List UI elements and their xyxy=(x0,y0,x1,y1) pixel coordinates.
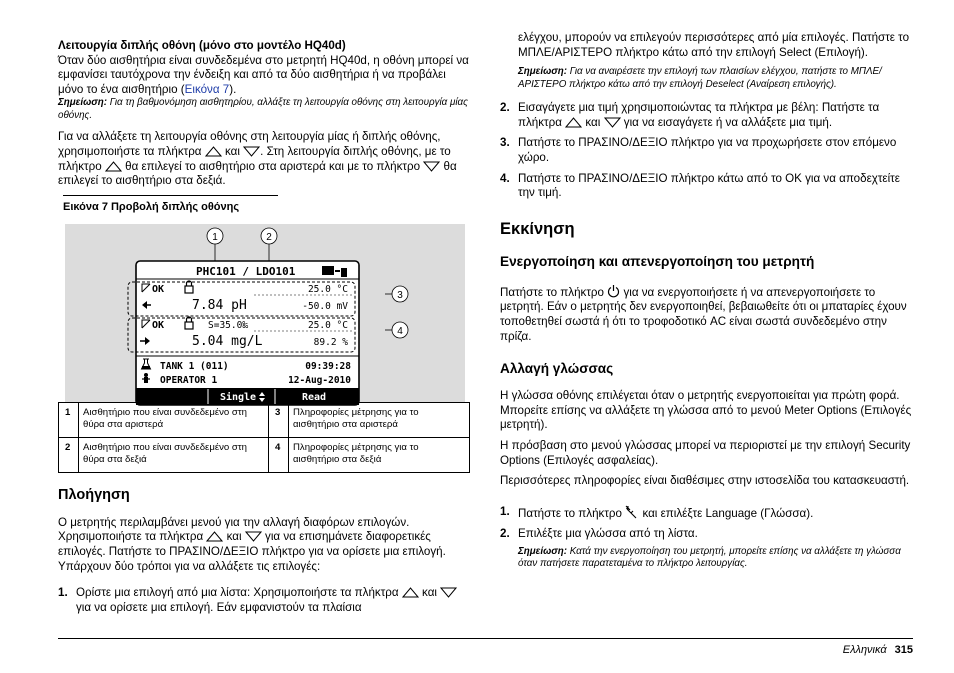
sensor-2-value: 5.04 mg/L xyxy=(192,333,263,349)
language-paragraph-2: Η πρόσβαση στο μενού γλώσσας μπορεί να περιοριστεί με την επιλογή Security Options (Επιλογές ασφαλείας). xyxy=(500,438,911,467)
down-arrow-key-icon xyxy=(440,587,457,598)
meter-screen-illustration xyxy=(58,224,470,424)
sensor-2-temperature: 25.0 °C xyxy=(307,319,348,331)
list-item: 1. Πατήστε το πλήκτρο και επιλέξτε Language (Γλώσσα). xyxy=(500,504,814,520)
navigation-steps-continued xyxy=(500,101,912,201)
footer-rule xyxy=(58,638,913,639)
list-item: 2. Εισαγάγετε μια τιμή χρησιμοποιώντας τα πλήκτρα με βέλη: Πατήστε τα πλήκτρα και για να εισαγάγετε ή να αλλάξετε μια τιμή. xyxy=(500,101,880,129)
date-label: 12-Aug-2010 xyxy=(288,374,351,386)
list-item: 4. Πατήστε το ΠΡΑΣΙΝΟ/ΔΕΞΙΟ πλήκτρο κάτω από το OK για να αποδεχτείτε την τιμή. xyxy=(500,171,900,200)
navigation-heading: Πλοήγηση xyxy=(58,486,130,503)
sensor-2-salinity: S=35.0‰ xyxy=(208,319,249,331)
language-heading: Αλλαγή γλώσσας xyxy=(500,361,614,377)
note-language-startup: Σημείωση: Κατά την ενεργοποίηση του μετρητή, μπορείτε επίσης να αλλάξετε τη γλώσσα όταν πατήσετε παρατεταμένα το πλήκτρο λειτουργίας. xyxy=(518,545,901,570)
sensor-1-temperature: 25.0 °C xyxy=(307,283,348,295)
up-arrow-key-icon xyxy=(565,117,582,128)
callout-2-label: 2 xyxy=(266,231,272,243)
sensor-2-status: OK xyxy=(152,319,165,331)
list-item: 1. Ορίστε μια επιλογή από μια λίστα: Χρησιμοποιήστε τα πλήκτρα και για να ορίσετε μια επιλογή. Εάν εμφανιστούν τα πλαίσια xyxy=(58,586,470,615)
step-1-continuation: ελέγχου, μπορούν να επιλεγούν περισσότερες από μία επιλογές. Πατήστε το ΜΠΛΕ/ΑΡΙΣΤΕΡΟ πλήκτρο κάτω από την επιλογή Select (Επιλογή). xyxy=(518,31,910,59)
callout-3-label: 3 xyxy=(397,289,403,301)
figure-caption: Εικόνα 7 Προβολή διπλής οθόνης xyxy=(63,200,240,213)
down-arrow-key-icon xyxy=(243,146,260,157)
up-arrow-key-icon xyxy=(402,587,419,598)
list-item: 2. Επιλέξτε μια γλώσσα από τη λίστα. xyxy=(500,527,698,541)
power-heading: Ενεργοποίηση και απενεργοποίηση του μετρητή xyxy=(500,253,815,269)
screen-title: PHC101 / LDO101 xyxy=(196,264,296,278)
sensor-2-saturation: 89.2 % xyxy=(313,336,348,348)
note-calibration: Σημείωση: Για τη βαθμονόμηση αισθητηρίου, αλλάξτε τη λειτουργία οθόνης στη λειτουργία μίας οθόνης. xyxy=(58,97,468,121)
dual-display-figure xyxy=(58,224,470,424)
sensor-1-value: 7.84 pH xyxy=(192,297,247,313)
navigation-steps xyxy=(58,586,470,615)
legend-row: 2 Αισθητήριο που είναι συνδεδεμένο στη θύρα στα δεξιά 4 Πληροφορίες μέτρησης για το αισθητήριο στα δεξιά xyxy=(59,437,470,472)
callout-1-label: 1 xyxy=(212,231,218,243)
down-arrow-key-icon xyxy=(423,161,440,172)
up-arrow-key-icon xyxy=(105,161,122,172)
figure-7-link[interactable]: Εικόνα 7 xyxy=(184,82,230,96)
clock-time: 09:39:28 xyxy=(305,360,351,372)
wrench-icon xyxy=(625,505,639,519)
single-softkey[interactable]: Single xyxy=(219,391,257,403)
sensor-1-mv: -50.0 mV xyxy=(302,300,348,312)
list-item: 3. Πατήστε το ΠΡΑΣΙΝΟ/ΔΕΞΙΟ πλήκτρο για να προχωρήσετε στον επόμενο χώρο. xyxy=(500,136,897,164)
callout-4-label: 4 xyxy=(397,325,403,337)
left-column xyxy=(58,39,470,621)
power-icon xyxy=(607,284,620,298)
footer-language: Ελληνικά xyxy=(842,644,887,656)
note-deselect: Σημείωση: Για να αναιρέσετε την επιλογή των πλαισίων ελέγχου, πατήστε το ΜΠΛΕ/ΑΡΙΣΤΕΡΟ πλήκτρο κάτω από την επιλογή Deselect (Αναίρεση επιλογής). xyxy=(518,66,882,90)
sensor-1-status: OK xyxy=(152,283,165,295)
navigation-paragraph: Ο μετρητής περιλαμβάνει μενού για την αλλαγή διαφόρων επιλογών. Χρησιμοποιήστε τα πλήκτρα και για να επισημάνετε διαφορετικές επιλογές. Πατήστε το ΠΡΑΣΙΝΟ/ΔΕΞΙΟ πλήκτρο για να ορίσετε μια επιλογή. Υπάρχουν δύο τρόποι για να αλλάξετε τις επιλογές: xyxy=(58,515,446,573)
read-softkey[interactable]: Read xyxy=(301,391,327,403)
power-paragraph: Πατήστε το πλήκτρο για να ενεργοποιήσετε ή να απενεργοποιήσετε το μετρητή. Εάν ο μετρητής δεν ενεργοποιηθεί, βεβαιωθείτε ότι οι μπαταρίες έχουν τοποθετηθεί σωστά ή ότι το τροφοδοτικό AC είναι σωστά συνδεδεμένο στην πρίζα. xyxy=(500,285,907,343)
dual-display-heading: Λειτουργία διπλής οθόνη (μόνο στο μοντέλο HQ40d) xyxy=(58,39,346,52)
operator-label: OPERATOR 1 xyxy=(160,374,218,386)
startup-heading: Εκκίνηση xyxy=(500,219,575,238)
up-arrow-key-icon xyxy=(205,146,222,157)
right-column xyxy=(500,31,912,579)
tank-label: TANK 1 (011) xyxy=(160,360,229,372)
figure-rule xyxy=(63,195,278,196)
language-paragraph-1: Η γλώσσα οθόνης επιλέγεται όταν ο μετρητής ενεργοποιείται για πρώτη φορά. Μπορείτε επίσης να αλλάξετε τη γλώσσα από το μενού Meter Options (Επιλογές μετρητή). xyxy=(500,389,912,432)
page-footer xyxy=(843,643,913,658)
language-paragraph-3: Περισσότερες πληροφορίες είναι διαθέσιμες στην ιστοσελίδα του κατασκευαστή. xyxy=(500,474,910,488)
language-steps xyxy=(500,505,912,542)
legend-row: 1 Αισθητήριο που είναι συνδεδεμένο στη θύρα στα αριστερά 3 Πληροφορίες μέτρησης για το αισθητήριο στα αριστερά xyxy=(59,402,470,437)
display-mode-paragraph: Για να αλλάξετε τη λειτουργία οθόνης στη λειτουργία μίας ή διπλής οθόνης, χρησιμοποιήστε τα πλήκτρα και . Στη λειτουργία διπλής οθόνης, με το πλήκτρο θα επιλεγεί το αισθητήριο στα αριστερά και με το πλήκτρο θα επιλεγεί το αισθητήριο στα δεξιά. xyxy=(58,130,457,188)
dual-display-paragraph: Όταν δύο αισθητήρια είναι συνδεδεμένα στο μετρητή HQ40d, η οθόνη μπορεί να εμφανίσει ταυτόχρονα την ένδειξη και από τα δύο αισθητήρια ή να προβάλει μόνο το ένα αισθητήριο (Εικόνα 7). xyxy=(58,53,469,96)
page-number: 315 xyxy=(894,644,913,656)
down-arrow-key-icon xyxy=(604,117,621,128)
down-arrow-key-icon xyxy=(245,531,262,542)
up-arrow-key-icon xyxy=(206,531,223,542)
